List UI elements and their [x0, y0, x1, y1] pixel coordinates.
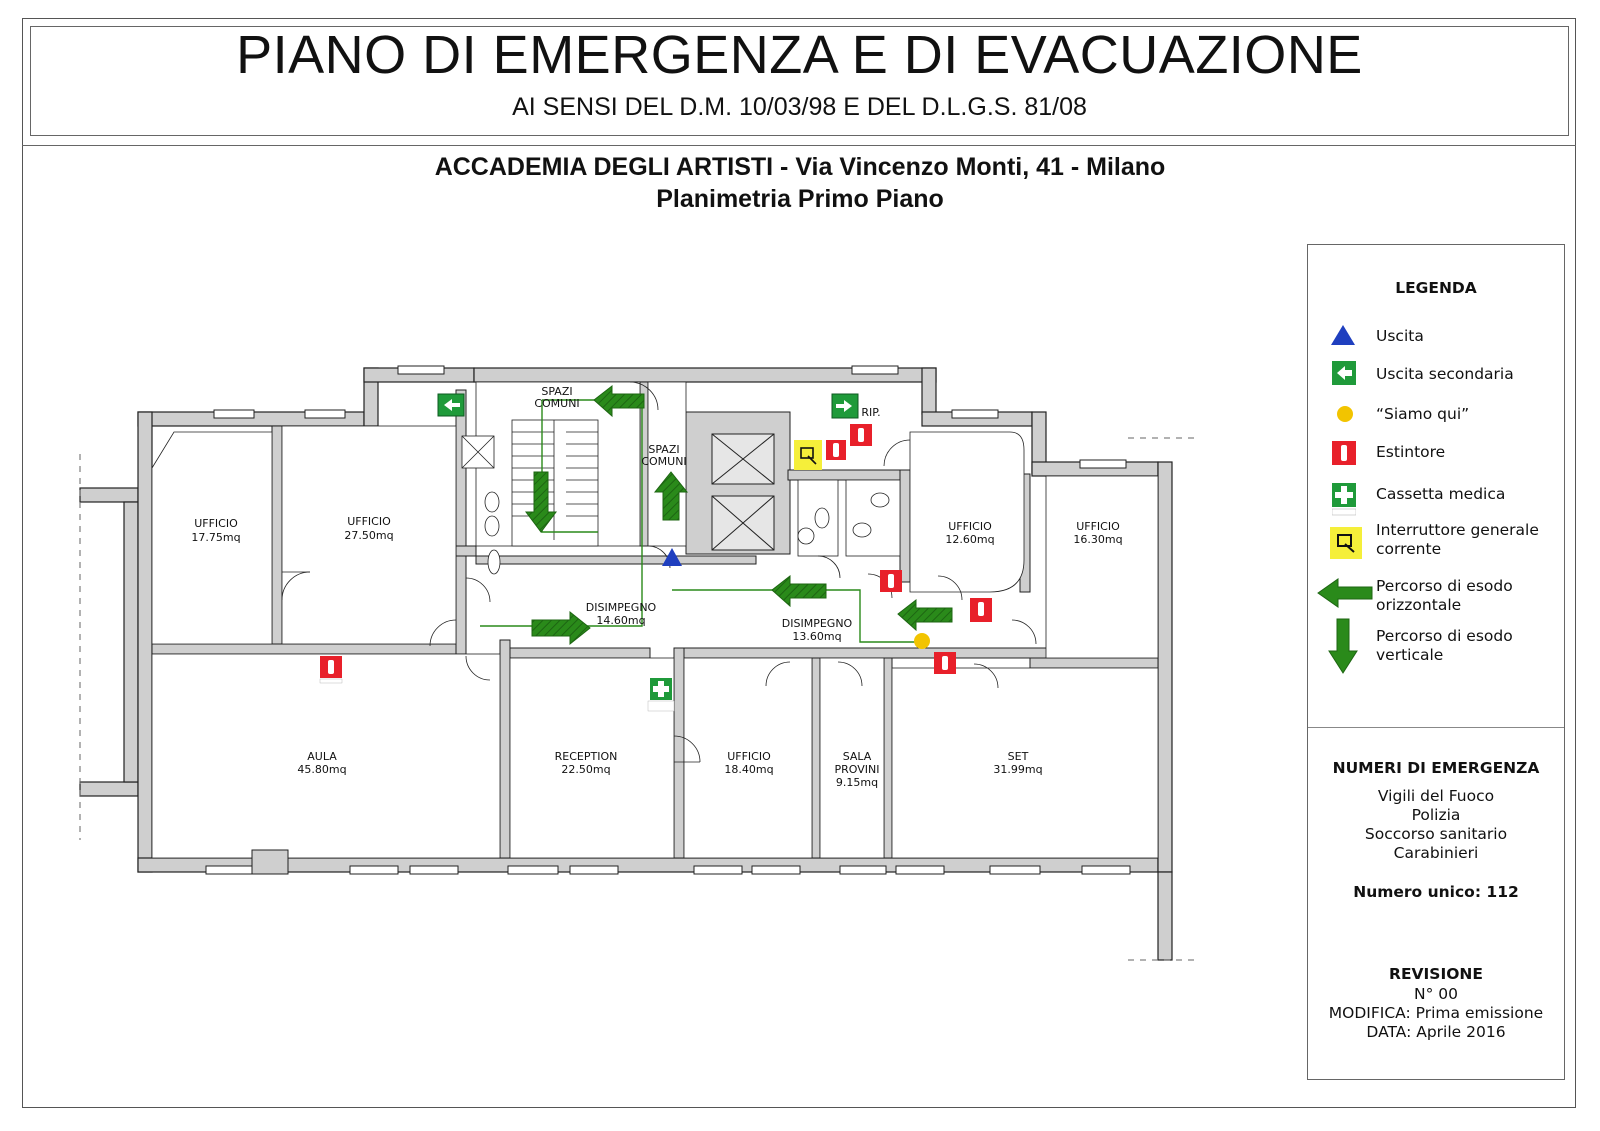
floor-plan-title: Planimetria Primo Piano [656, 185, 944, 213]
first-aid-icon [648, 678, 674, 711]
staircase [512, 420, 598, 546]
room-label: DISIMPEGNO [585, 601, 657, 614]
room-label: SET [1007, 750, 1029, 763]
emergency-line: Carabinieri [1393, 844, 1479, 862]
emergency-line: Polizia [1411, 806, 1461, 824]
room-area: 45.80mq [297, 763, 347, 776]
extinguisher-icon [320, 656, 342, 683]
legend-divider [1308, 727, 1564, 728]
legend-switch-label: Interruttore generale corrente [1376, 521, 1539, 558]
building-address: ACCADEMIA DEGLI ARTISTI - Via Vincenzo Monti, 41 - Milano [434, 153, 1166, 181]
room-label: COMUNI [534, 397, 580, 410]
you-are-here-icon [1336, 405, 1354, 423]
room-label: AULA [307, 750, 337, 763]
route-arrow [772, 576, 826, 606]
secondary-exit-icon [832, 394, 858, 418]
room-area: 31.99mq [993, 763, 1043, 776]
legend-vertical-label: Percorso di esodo verticale [1376, 627, 1513, 664]
route-arrow [532, 612, 590, 644]
legend-extinguisher-label: Estintore [1376, 443, 1446, 461]
revision-number: N° 00 [1414, 985, 1458, 1003]
room-label: UFFICIO [347, 515, 391, 528]
extinguisher-icon [880, 570, 902, 592]
extinguisher-icon [826, 440, 846, 460]
room-label: UFFICIO [1076, 520, 1120, 533]
room-label: SALA [842, 750, 872, 763]
room-area: 18.40mq [724, 763, 774, 776]
room-area: 12.60mq [945, 533, 995, 546]
extinguisher-icon [934, 652, 956, 674]
legend-title: LEGENDA [1395, 279, 1477, 297]
extinguisher-icon [1332, 441, 1356, 467]
emergency-line: Soccorso sanitario [1364, 825, 1508, 843]
legend-secondary-exit-label: Uscita secondaria [1376, 365, 1514, 383]
room-label: RIP. [861, 406, 881, 419]
exit-icon [1330, 323, 1356, 347]
room-label: UFFICIO [194, 517, 238, 530]
revision-date: DATA: Aprile 2016 [1366, 1023, 1506, 1041]
legend-first-aid-label: Cassetta medica [1376, 485, 1506, 503]
revision-change: MODIFICA: Prima emissione [1328, 1004, 1544, 1022]
horizontal-route-icon [1316, 577, 1374, 609]
room-area: 9.15mq [835, 776, 879, 789]
secondary-exit-icon [1332, 361, 1358, 385]
room-area: 14.60mq [596, 614, 646, 627]
emergency-title: NUMERI DI EMERGENZA [1332, 759, 1540, 777]
legend-here-label: “Siamo qui” [1376, 405, 1470, 423]
legend-horizontal-label: Percorso di esodo orizzontale [1376, 577, 1513, 614]
room-label: UFFICIO [727, 750, 771, 763]
legend-exit-label: Uscita [1376, 327, 1424, 345]
room-area: 17.75mq [191, 531, 241, 544]
sub-title: AI SENSI DEL D.M. 10/03/98 E DEL D.L.G.S. 81/08 [512, 93, 1087, 121]
extinguisher-icon [970, 598, 992, 622]
main-switch-icon [794, 440, 822, 470]
room-area: 13.60mq [792, 630, 842, 643]
secondary-exit-icon [438, 394, 464, 416]
room-area: 27.50mq [344, 529, 394, 542]
room-area: 16.30mq [1073, 533, 1123, 546]
unique-number: Numero unico: 112 [1353, 883, 1519, 901]
route-arrow [898, 600, 952, 630]
first-aid-icon [1332, 483, 1356, 517]
vertical-route-icon [1328, 617, 1358, 675]
extinguisher-icon [850, 424, 872, 446]
main-title: PIANO DI EMERGENZA E DI EVACUAZIONE [236, 25, 1363, 85]
room-label: UFFICIO [948, 520, 992, 533]
emergency-line: Vigili del Fuoco [1377, 787, 1495, 805]
legend-panel [1307, 244, 1565, 1080]
room-label: SPAZI [541, 385, 573, 398]
room-label: RECEPTION [554, 750, 618, 763]
room-label: DISIMPEGNO [781, 617, 853, 630]
room-area: 22.50mq [561, 763, 611, 776]
you-are-here-icon [914, 633, 930, 649]
main-switch-icon [1330, 527, 1362, 559]
room-label: PROVINI [834, 763, 880, 776]
revision-title: REVISIONE [1389, 965, 1483, 983]
room-label: SPAZI [648, 443, 680, 456]
room-label: COMUNI [641, 455, 687, 468]
